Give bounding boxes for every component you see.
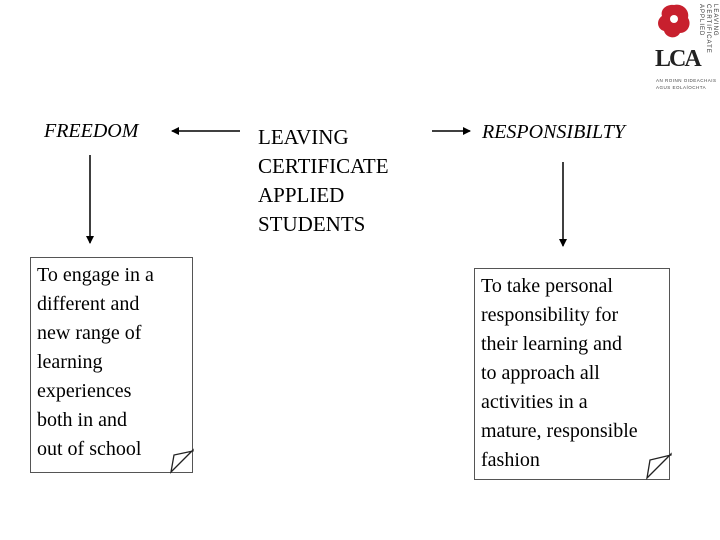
responsibility-note-fold-icon (644, 451, 674, 481)
lca-logo-emblem (654, 2, 700, 74)
freedom-heading: FREEDOM (44, 120, 139, 142)
lca-logo-tagline-1: AN ROINN OIDEACHAIS (656, 78, 717, 83)
responsibility-note-text: To take personal responsibility for their learning and to approach all activities in a mature, responsible fashion (481, 275, 638, 471)
freedom-note-text: To engage in a different and new range of learning experiences both in and out of school (37, 264, 154, 460)
lca-logo-tagline-2: AGUS EOLAÍOCHTA (656, 85, 707, 90)
lca-logo-vertical-text: LEAVING CERTIFICATE APPLIED (698, 4, 718, 54)
lca-logo-mark: LCA (655, 46, 700, 72)
center-title: LEAVING CERTIFICATE APPLIED STUDENTS (258, 125, 389, 236)
responsibility-heading: RESPONSIBILTY (482, 121, 625, 143)
responsibility-note (474, 268, 670, 480)
freedom-note-fold-icon (168, 447, 196, 475)
freedom-note (30, 257, 193, 473)
